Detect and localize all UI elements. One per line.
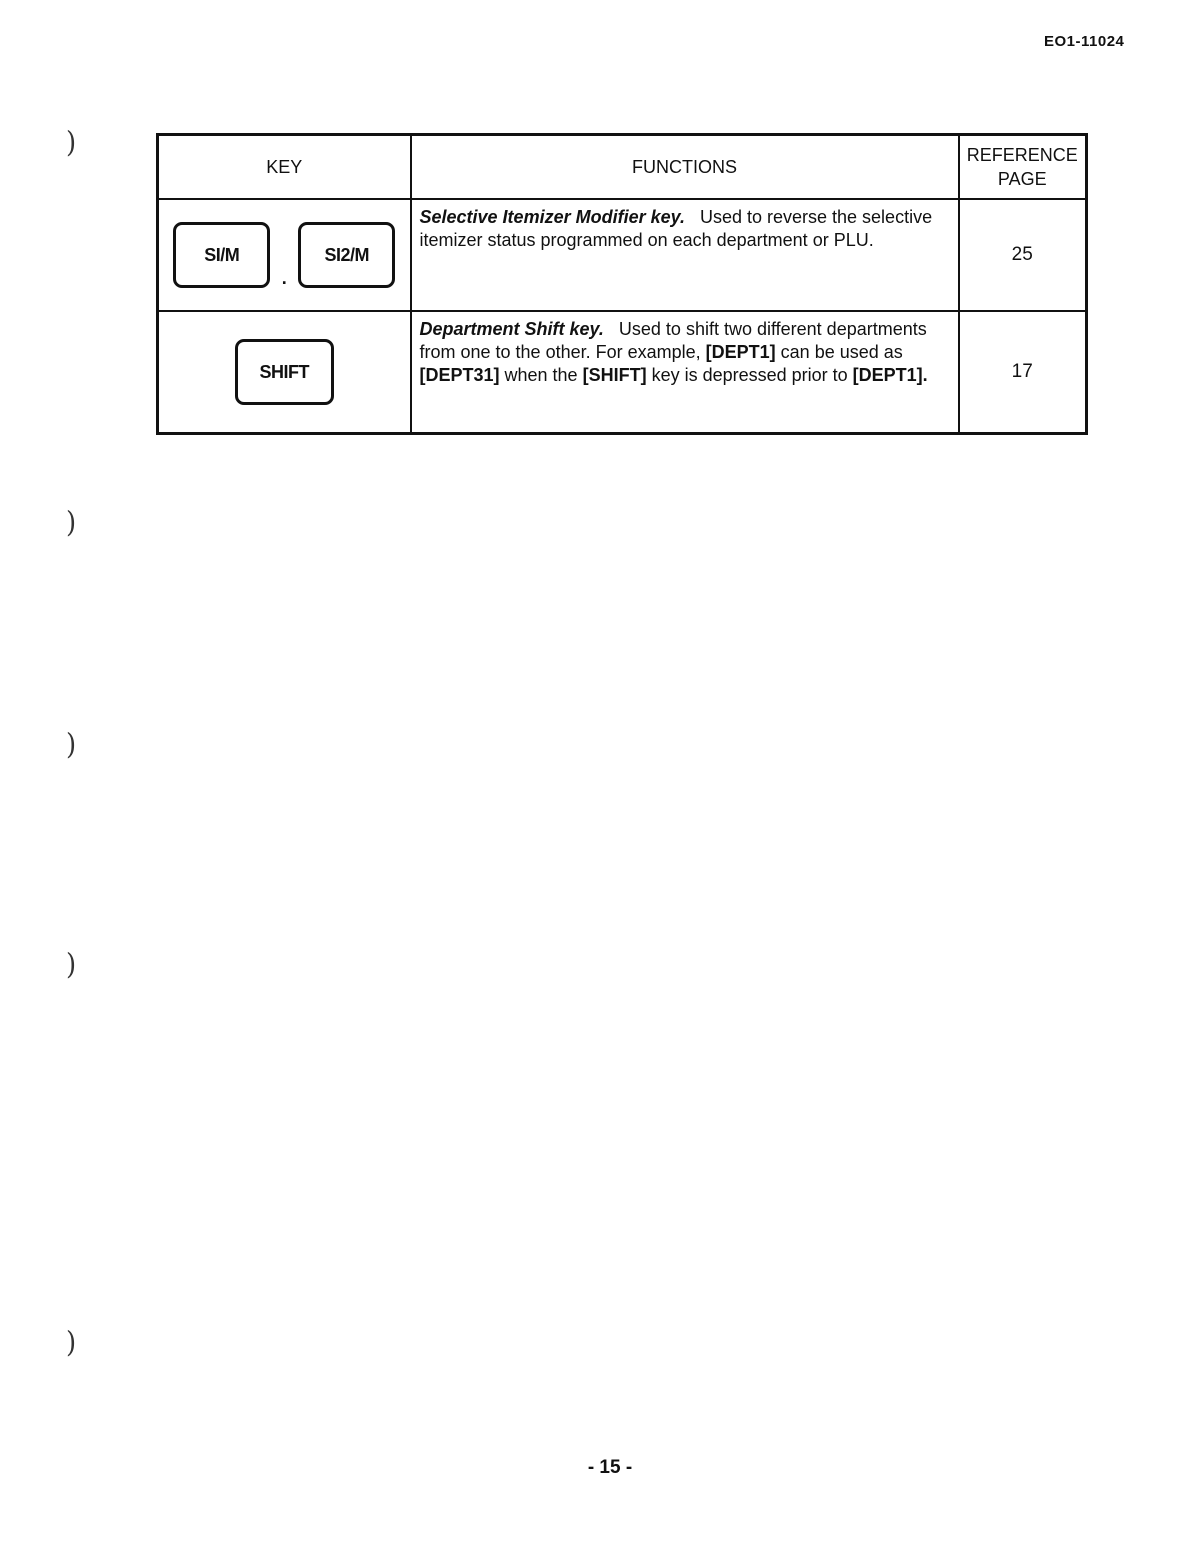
binder-hole-mark: )	[66, 728, 77, 762]
key-reference: [DEPT31]	[419, 365, 500, 385]
table-row	[158, 311, 1087, 434]
key-cell	[158, 311, 411, 434]
key-separator: .	[281, 268, 287, 288]
table-header-row	[158, 135, 1087, 200]
header-reference-line2: PAGE	[997, 169, 1047, 189]
key-function-table	[156, 133, 1088, 435]
function-lead: Selective Itemizer Modifier key.	[419, 207, 685, 227]
reference-page: 25	[959, 199, 1087, 311]
table-row	[158, 199, 1087, 311]
function-lead: Department Shift key.	[419, 319, 604, 339]
function-text: when the	[499, 365, 583, 385]
binder-hole-mark: )	[66, 948, 77, 982]
document-id: EO1-11024	[1044, 33, 1125, 50]
key-cell	[158, 199, 411, 311]
reference-page: 17	[959, 311, 1087, 434]
function-description	[411, 199, 959, 311]
page-number: - 15 -	[587, 1457, 633, 1478]
key-sim: SI/M	[173, 222, 270, 288]
function-text: Used to reverse the selective itemizer status programmed on each department or PLU.	[419, 207, 933, 250]
header-functions: FUNCTIONS	[411, 135, 959, 200]
key-reference: [DEPT1].	[852, 365, 928, 385]
binder-hole-mark: )	[66, 1326, 77, 1360]
key-si2m: SI2/M	[298, 222, 395, 288]
key-reference: [DEPT1]	[705, 342, 776, 362]
function-text: can be used as	[775, 342, 903, 362]
function-description	[411, 311, 959, 434]
header-key: KEY	[158, 135, 411, 200]
binder-hole-mark: )	[66, 506, 77, 540]
header-reference-page	[959, 135, 1087, 200]
binder-hole-mark: )	[66, 126, 77, 160]
function-text: key is depressed prior to	[646, 365, 853, 385]
header-reference-line1: REFERENCE	[966, 145, 1078, 165]
key-shift: SHIFT	[235, 339, 334, 405]
key-reference: [SHIFT]	[582, 365, 647, 385]
function-text: Used to shift two different departments from one to the other. For example,	[419, 319, 927, 362]
key-function-table-container	[156, 133, 1085, 435]
